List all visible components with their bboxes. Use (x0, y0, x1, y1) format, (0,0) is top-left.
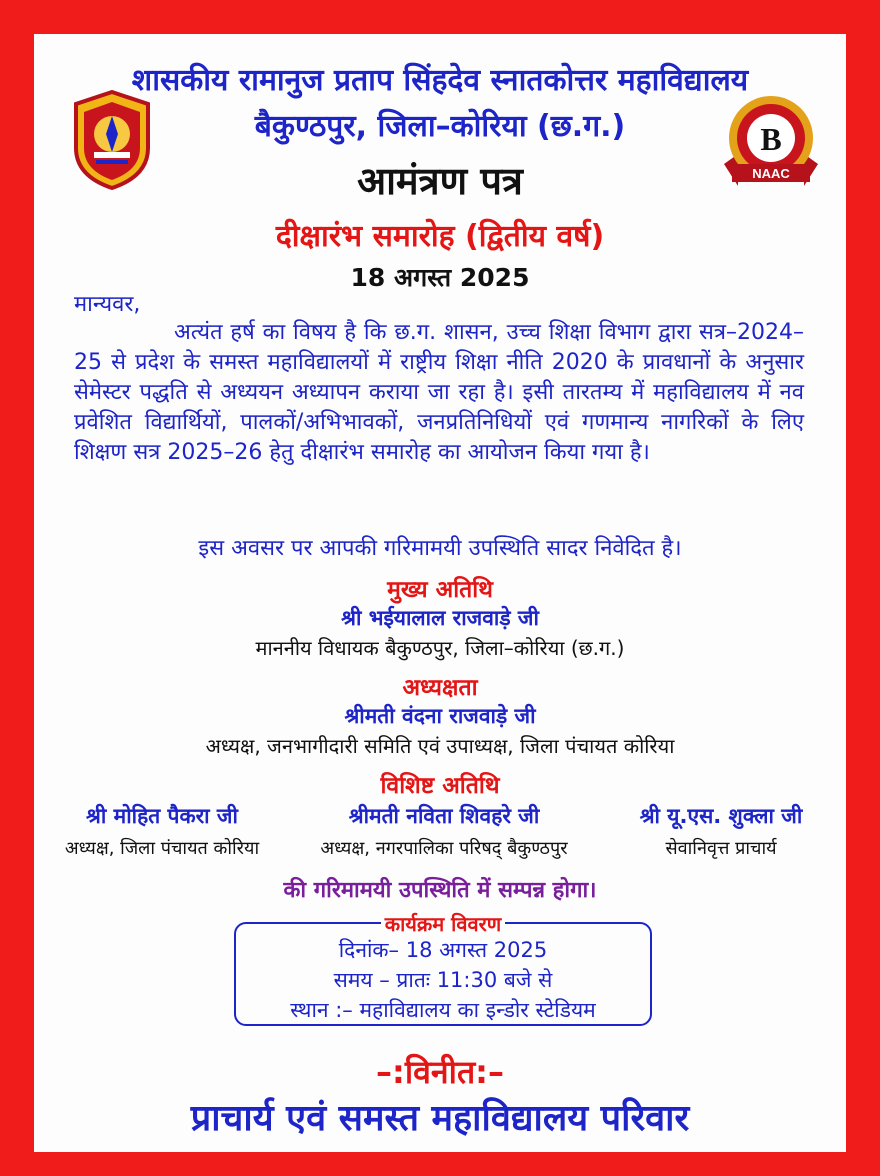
college-location: बैकुण्ठपुर, जिला–कोरिया (छ.ग.) (254, 109, 626, 144)
special-guest-designation: अध्यक्ष, जिला पंचायत कोरिया (64, 838, 260, 859)
program-date: दिनांक– 18 अगस्त 2025 (338, 938, 548, 962)
program-details-box (234, 912, 652, 1026)
chief-guest-heading: मुख्य अतिथि (387, 577, 493, 603)
naac-label: NAAC (752, 166, 790, 181)
special-guest-designation: अध्यक्ष, नगरपालिका परिषद् बैकुण्ठपुर (320, 838, 568, 859)
college-name: शासकीय रामानुज प्रताप सिंहदेव स्नातकोत्तर महाविद्यालय (131, 63, 749, 98)
special-guest-name: श्री मोहित पैकरा जी (86, 804, 238, 828)
chief-guest-designation: माननीय विधायक बैकुण्ठपुर, जिला–कोरिया (छ.ग.) (255, 636, 625, 660)
invitation-card (34, 34, 846, 1152)
event-title: दीक्षारंभ समारोह (द्वितीय वर्ष) (275, 219, 605, 254)
invitation-title: आमंत्रण पत्र (357, 158, 523, 203)
presidency-designation: अध्यक्ष, जनभागीदारी समिति एवं उपाध्यक्ष, जिला पंचायत कोरिया (205, 734, 675, 758)
program-venue: स्थान :– महाविद्यालय का इन्डोर स्टेडियम (290, 998, 596, 1022)
special-guest (596, 802, 846, 860)
program-heading: कार्यक्रम विवरण (381, 912, 505, 936)
special-guest (294, 802, 594, 860)
presidency-name: श्रीमती वंदना राजवाड़े जी (344, 704, 536, 728)
salutation: मान्यवर, (74, 292, 141, 317)
special-guest-designation: सेवानिवृत्त प्राचार्य (665, 838, 777, 859)
special-guest-name: श्री यू.एस. शुक्ला जी (639, 804, 803, 828)
event-date: 18 अगस्त 2025 (350, 263, 530, 292)
program-time: समय – प्रातः 11:30 बजे से (333, 968, 553, 992)
presence-request: इस अवसर पर आपकी गरिमामयी उपस्थिति सादर निवेदित है। (198, 536, 682, 561)
special-guests-heading: विशिष्ट अतिथि (380, 773, 500, 799)
chief-guest-name: श्री भईयालाल राजवाड़े जी (341, 606, 539, 630)
presidency-heading: अध्यक्षता (402, 675, 478, 701)
vinit-line: –:विनीत:– (376, 1053, 504, 1091)
presence-line: की गरिमामयी उपस्थिति में सम्पन्न होगा। (283, 878, 597, 903)
letter-body: अत्यंत हर्ष का विषय है कि छ.ग. शासन, उच्च शिक्षा विभाग द्वारा सत्र–2024–25 से प्रदेश के समस्त महाविद्यालयों में राष्ट्रीय शिक्षा नीति 2020 के प्रावधानों के अनुसार सेमेस्टर पद्धति से अध्ययन अध्यापन कराया जा रहा है। इसी तारतम्य में महाविद्यालय में नव प्रवेशित विद्यार्थियों, पालकों/अभिभावकों, जनप्रतिनिधियों एवं गणमान्य नागरिकों के लिए शिक्षण सत्र 2025–26 हेतु दीक्षारंभ समारोह का आयोजन किया गया है। (74, 320, 804, 465)
special-guest-name: श्रीमती नविता शिवहरे जी (348, 804, 540, 828)
naac-grade-text: B (760, 121, 782, 157)
signatory-line: प्राचार्य एवं समस्त महाविद्यालय परिवार (190, 1098, 690, 1139)
special-guest (34, 802, 290, 860)
